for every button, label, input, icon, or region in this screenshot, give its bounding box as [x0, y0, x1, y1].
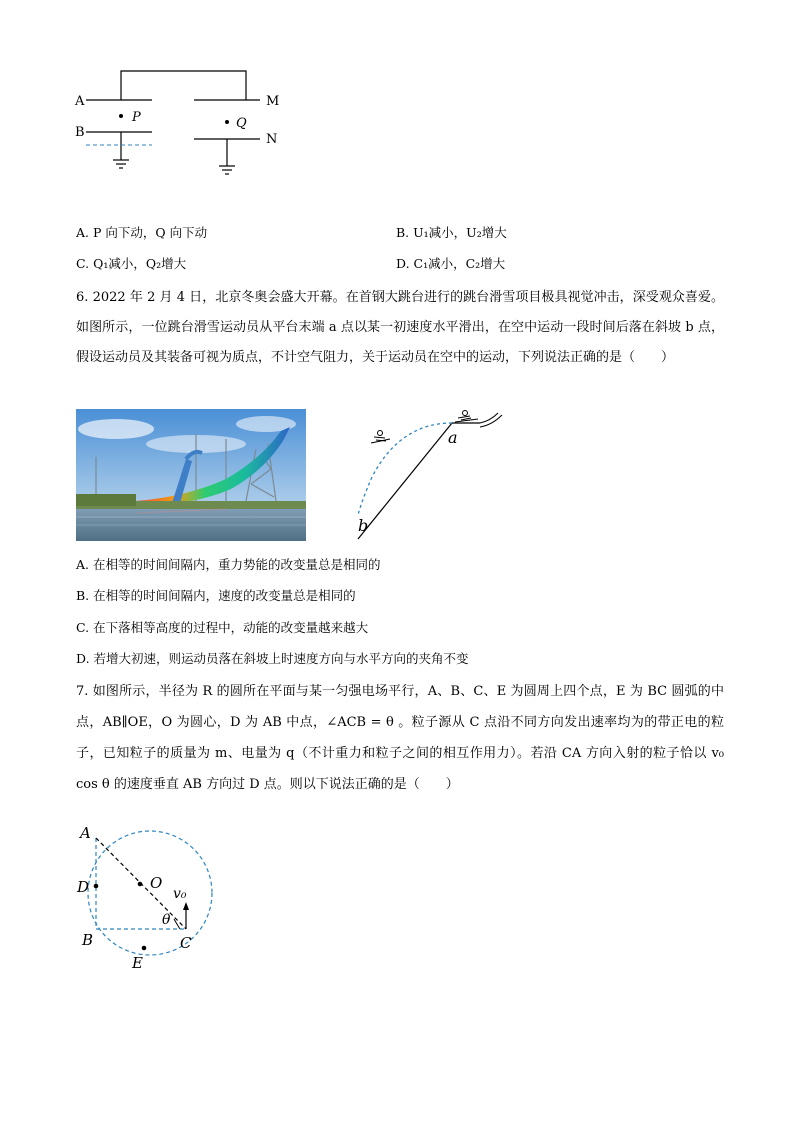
- point-o-label: O: [150, 874, 163, 892]
- angle-theta-label: θ: [162, 912, 171, 928]
- q5-option-a: A. P 向下动，Q 向下动: [76, 225, 208, 240]
- skier-icon-top: [455, 411, 478, 423]
- point-c-label: C: [180, 934, 192, 952]
- point-a-label-q7: A: [80, 824, 91, 842]
- velocity-v0-label: v₀: [173, 886, 187, 902]
- point-b-label-q7: B: [82, 931, 94, 949]
- q7-stem: 7. 如图所示，半径为 R 的圆所在平面与某一匀强电场平行，A、B、C、E 为圆周上四个点，E 为 BC 圆弧的中点，AB∥OE，O 为圆心，D 为 AB 中点，∠ACB = θ 。粒子源从 C 点沿不同方向发出速率均为的带正电的粒子，已知粒子的质量为 m、电量为 q（不计重力和粒子之间的相互作用力）。若沿 CA 方向入射的粒子恰以 v₀ cos θ 的速度垂直 AB 方向过 D 点。则以下说法正确的是（ ）: [76, 684, 724, 792]
- ski-jump-photo: [76, 409, 306, 541]
- q6-option-c: C. 在下落相等高度的过程中，动能的改变量越来越大: [76, 620, 369, 635]
- label-b: B: [75, 125, 85, 140]
- q6-stem: 6. 2022 年 2 月 4 日，北京冬奥会盛大开幕。在首钢大跳台进行的跳台滑雪项目极具视觉冲击，深受观众喜爱。如图所示，一位跳台滑雪运动员从平台末端 a 点以某一初速度水平滑出，在空中运动一段时间后落在斜坡 b 点，假设运动员及其装备可视为质点，不计空气阻力，关于运动员在空中的运动，下列说法正确的是（ ）: [76, 290, 724, 365]
- point-d-label: D: [77, 878, 90, 896]
- point-e-label: E: [132, 954, 143, 972]
- q5-option-b: B. U₁减小，U₂增大: [396, 225, 507, 240]
- point-b-label: b: [358, 516, 369, 535]
- skier-icon-mid: [371, 431, 390, 444]
- q6-option-d: D. 若增大初速，则运动员落在斜坡上时速度方向与水平方向的夹角不变: [76, 651, 469, 666]
- q6-option-a: A. 在相等的时间间隔内，重力势能的改变量总是相同的: [76, 557, 381, 572]
- label-q: Q: [236, 116, 247, 131]
- label-p: P: [132, 110, 141, 125]
- q5-option-d: D. C₁减小，C₂增大: [396, 256, 506, 271]
- q6-option-b: B. 在相等的时间间隔内，速度的改变量总是相同的: [76, 588, 356, 603]
- point-a-label: a: [448, 428, 458, 447]
- q5-option-c: C. Q₁减小，Q₂增大: [76, 256, 187, 271]
- circle-field-diagram: [70, 818, 220, 978]
- label-n: N: [266, 132, 278, 147]
- capacitor-circuit-figure: [70, 64, 300, 184]
- label-a: A: [75, 94, 85, 109]
- label-m: M: [266, 94, 280, 109]
- ski-slope-diagram: [340, 405, 510, 545]
